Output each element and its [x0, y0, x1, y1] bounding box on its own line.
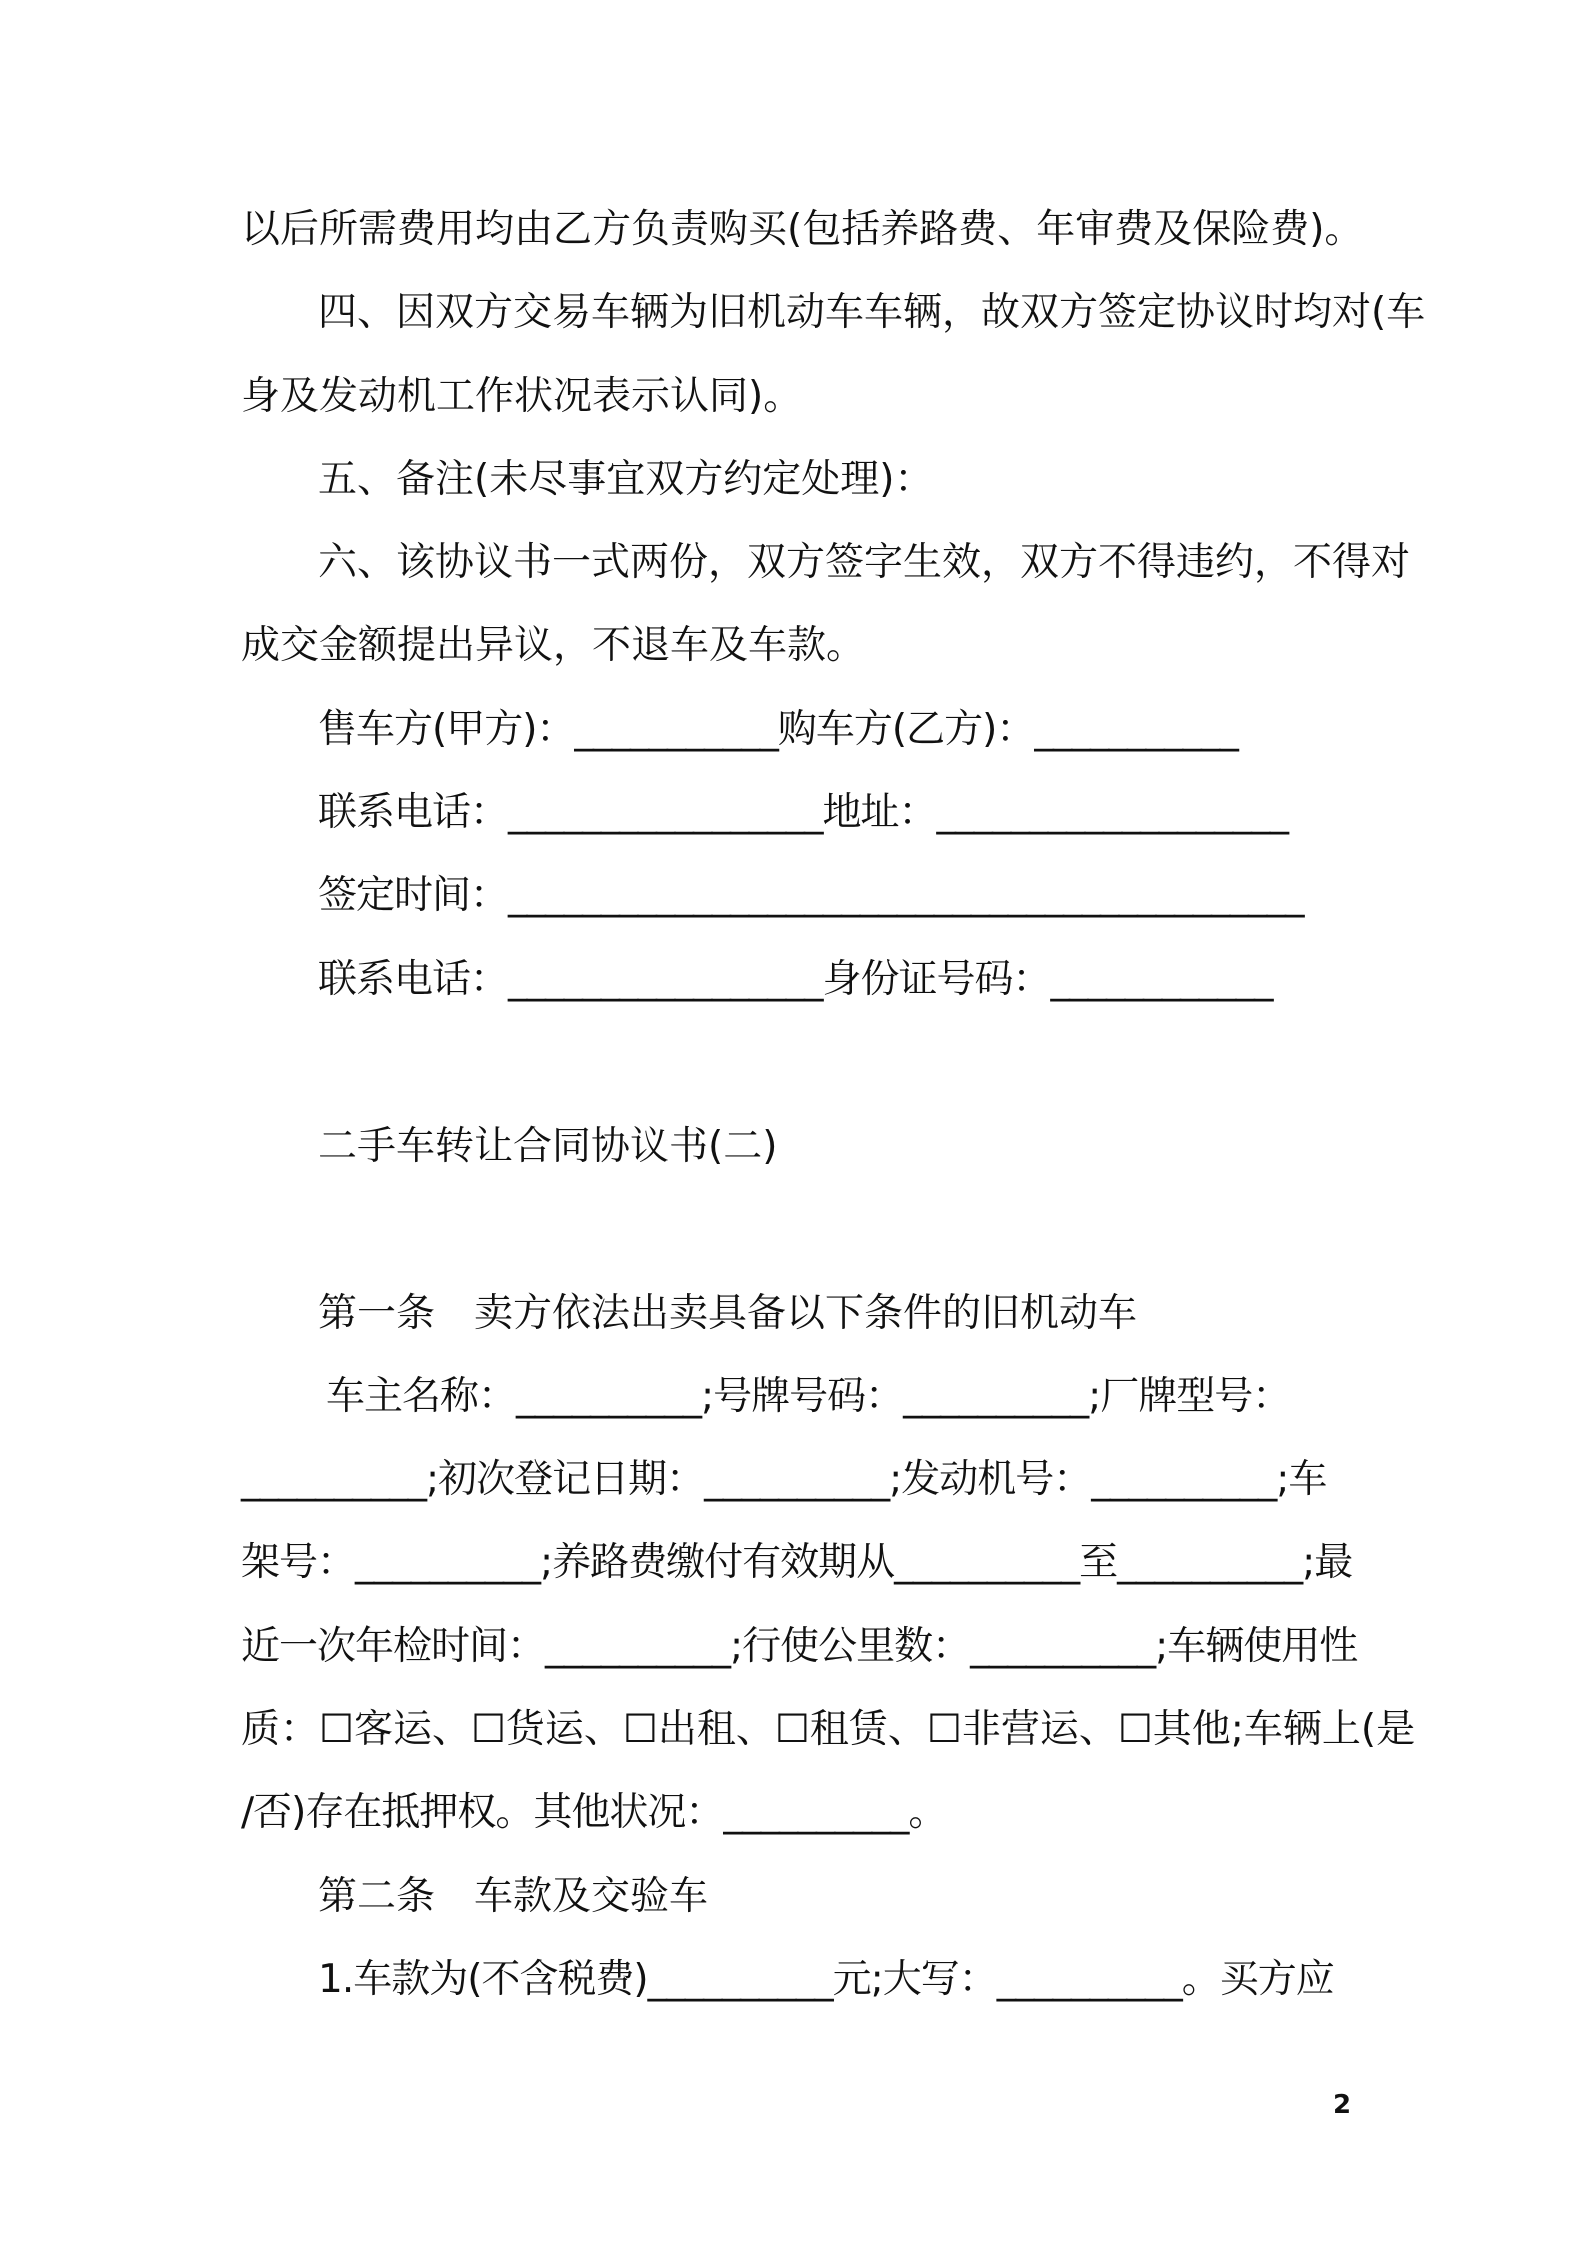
text-line: 近一次年检时间：__________;行使公里数：__________;车辆使用性: [241, 1624, 1358, 1669]
text-line: __________;初次登记日期：__________;发动机号：__________;车: [241, 1457, 1327, 1502]
text-line: 成交金额提出异议，不退车及车款。: [241, 623, 866, 668]
signature-line-seller-buyer: 售车方(甲方)：___________购车方(乙方)：___________: [318, 707, 1238, 752]
signature-line-phone-address: 联系电话：_________________地址：___________________: [318, 790, 1289, 835]
text-line: 五、备注(未尽事宜双方约定处理)：: [318, 457, 934, 502]
text-line: 四、因双方交易车辆为旧机动车车辆，故双方签定协议时均对(车: [318, 290, 1426, 335]
text-line-checkboxes: 质：☐客运、☐货运、☐出租、☐租赁、☐非营运、☐其他;车辆上(是: [241, 1707, 1416, 1752]
text-line: 架号：__________;养路费缴付有效期从__________至__________;最: [241, 1540, 1353, 1585]
article-heading: 第二条 车款及交验车: [318, 1874, 709, 1919]
text-line: 身及发动机工作状况表示认同)。: [241, 374, 803, 419]
text-line: 1.车款为(不含税费)__________元;大写：__________。买方应: [318, 1957, 1334, 2002]
section-title: 二手车转让合同协议书(二): [318, 1124, 778, 1169]
text-line: 六、该协议书一式两份，双方签字生效，双方不得违约，不得对: [318, 540, 1411, 585]
signature-line-date: 签定时间：___________________________________________: [318, 873, 1304, 918]
text-line: /否)存在抵押权。其他状况：__________。: [241, 1790, 947, 1835]
page-number: 2: [1333, 2090, 1352, 2120]
text-line: 车主名称：__________;号牌号码：__________;厂牌型号：: [326, 1374, 1291, 1419]
article-heading: 第一条 卖方依法出卖具备以下条件的旧机动车: [318, 1291, 1138, 1336]
text-line: 以后所需费用均由乙方负责购买(包括养路费、年审费及保险费)。: [241, 207, 1364, 252]
signature-line-phone-id: 联系电话：_________________身份证号码：____________: [318, 957, 1273, 1002]
